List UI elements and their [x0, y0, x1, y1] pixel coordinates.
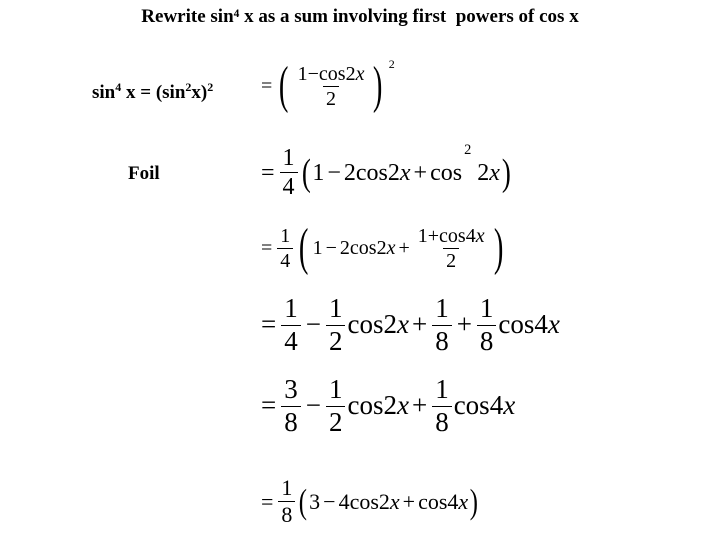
equation-step-4: = $\frac{1}{4}$ − $\frac{1}{2}$ cos 2 x + $\frac{1}{8}$ + $\frac{1}{8}$ cos 4 x	[261, 293, 560, 356]
equation-step-6: = $\frac{1}{8}$ ( 3 − 4 cos 2 x + cos 4 x )	[261, 475, 479, 528]
equation-step-5: = $\frac{3}{8}$ − $\frac{1}{2}$ cos 2 x + $\frac{1}{8}$ cos 4 x	[261, 374, 516, 437]
foil-label: Foil	[128, 163, 160, 184]
identity-label: $\sin^4 x = (\sin^2x)^2$	[92, 80, 214, 103]
equation-step-1: = ( $\frac{1-\cos 2x}{2}$ ) 2	[261, 57, 395, 114]
equation-step-3: = $\frac{1}{4}$ ( 1 − 2 cos 2 x + $\frac{1+\cos 4x}{2}$ )	[261, 219, 504, 276]
problem-title: Rewrite sin⁴ x as a sum involving first powers of cos x	[141, 6, 579, 27]
equation-step-2: = $\frac{1}{4}$ ( 1 − 2 cos 2 x + cos 2 2 x )	[261, 142, 511, 201]
